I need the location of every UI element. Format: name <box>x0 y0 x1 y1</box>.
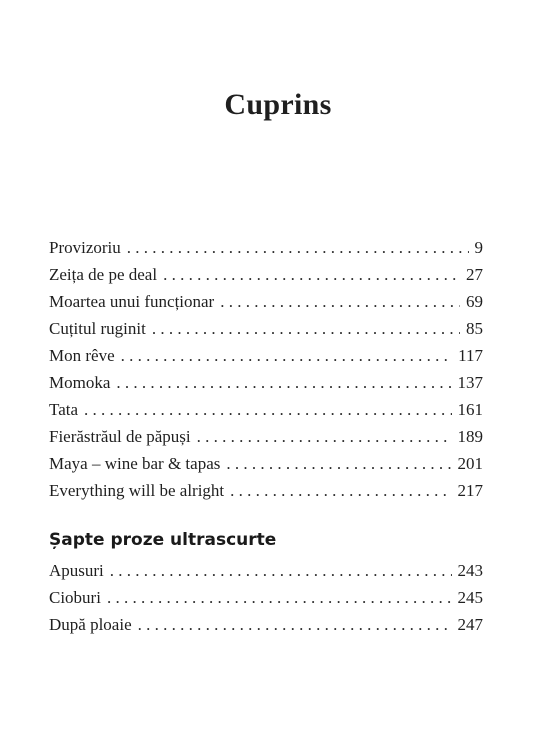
toc-entry <box>49 342 483 369</box>
toc-entry-page: 245 <box>457 588 483 607</box>
toc-dot-leader <box>138 611 452 638</box>
toc-entry <box>49 450 483 477</box>
toc-entry <box>49 396 483 423</box>
toc-entry-page: 85 <box>466 319 483 338</box>
toc-entry-page: 117 <box>458 346 483 365</box>
toc-entry <box>49 369 483 396</box>
toc-entry-title: Provizoriu <box>49 238 121 257</box>
toc-entry-page: 217 <box>457 481 483 500</box>
toc-entry-page: 189 <box>457 427 483 446</box>
toc-section-list <box>49 557 483 638</box>
toc-dot-leader <box>220 288 460 315</box>
toc-dot-leader <box>116 369 451 396</box>
toc-entry <box>49 261 483 288</box>
toc-dot-leader <box>152 315 460 342</box>
toc-entry-title: După ploaie <box>49 615 132 634</box>
toc-entry-title: Moartea unui funcționar <box>49 292 215 311</box>
toc-entry-title: Zeița de pe deal <box>49 265 158 284</box>
toc-entry-page: 243 <box>457 561 483 580</box>
toc-entry-title: Apusuri <box>49 561 104 580</box>
toc-entry <box>49 477 483 504</box>
toc-entry-page: 27 <box>466 265 483 284</box>
toc-entry-title: Mon rêve <box>49 346 115 365</box>
toc-entry <box>49 584 483 611</box>
toc-entry-title: Momoka <box>49 373 111 392</box>
toc-main-list <box>49 234 483 504</box>
toc-dot-leader <box>127 234 469 261</box>
toc-entry <box>49 315 483 342</box>
toc-dot-leader <box>163 261 460 288</box>
toc-entry-title: Fierăstrăul de păpuși <box>49 427 191 446</box>
toc-entry-title: Cioburi <box>49 588 101 607</box>
page-title: Cuprins <box>224 88 332 121</box>
toc-entry <box>49 611 483 638</box>
toc-dot-leader <box>197 423 452 450</box>
toc-entry <box>49 288 483 315</box>
toc-entry <box>49 557 483 584</box>
toc-entry-page: 137 <box>457 373 483 392</box>
toc-entry-page: 201 <box>457 454 483 473</box>
toc-entry <box>49 423 483 450</box>
toc-entry-page: 69 <box>466 292 483 311</box>
toc-entry-title: Maya – wine bar & tapas <box>49 454 221 473</box>
toc-dot-leader <box>230 477 451 504</box>
toc-dot-leader <box>121 342 453 369</box>
toc-dot-leader <box>110 557 452 584</box>
toc-entry <box>49 234 483 261</box>
toc-dot-leader <box>84 396 451 423</box>
toc-entry-title: Tata <box>49 400 79 419</box>
toc-dot-leader <box>107 584 452 611</box>
toc-entry-title: Everything will be alright <box>49 481 225 500</box>
toc-entry-page: 161 <box>457 400 483 419</box>
toc-entry-page: 9 <box>474 238 483 257</box>
toc-section-heading: Șapte proze ultrascurte <box>49 530 277 550</box>
toc-entry-title: Cuțitul ruginit <box>49 319 146 338</box>
toc-dot-leader <box>226 450 451 477</box>
toc-entry-page: 247 <box>457 615 483 634</box>
